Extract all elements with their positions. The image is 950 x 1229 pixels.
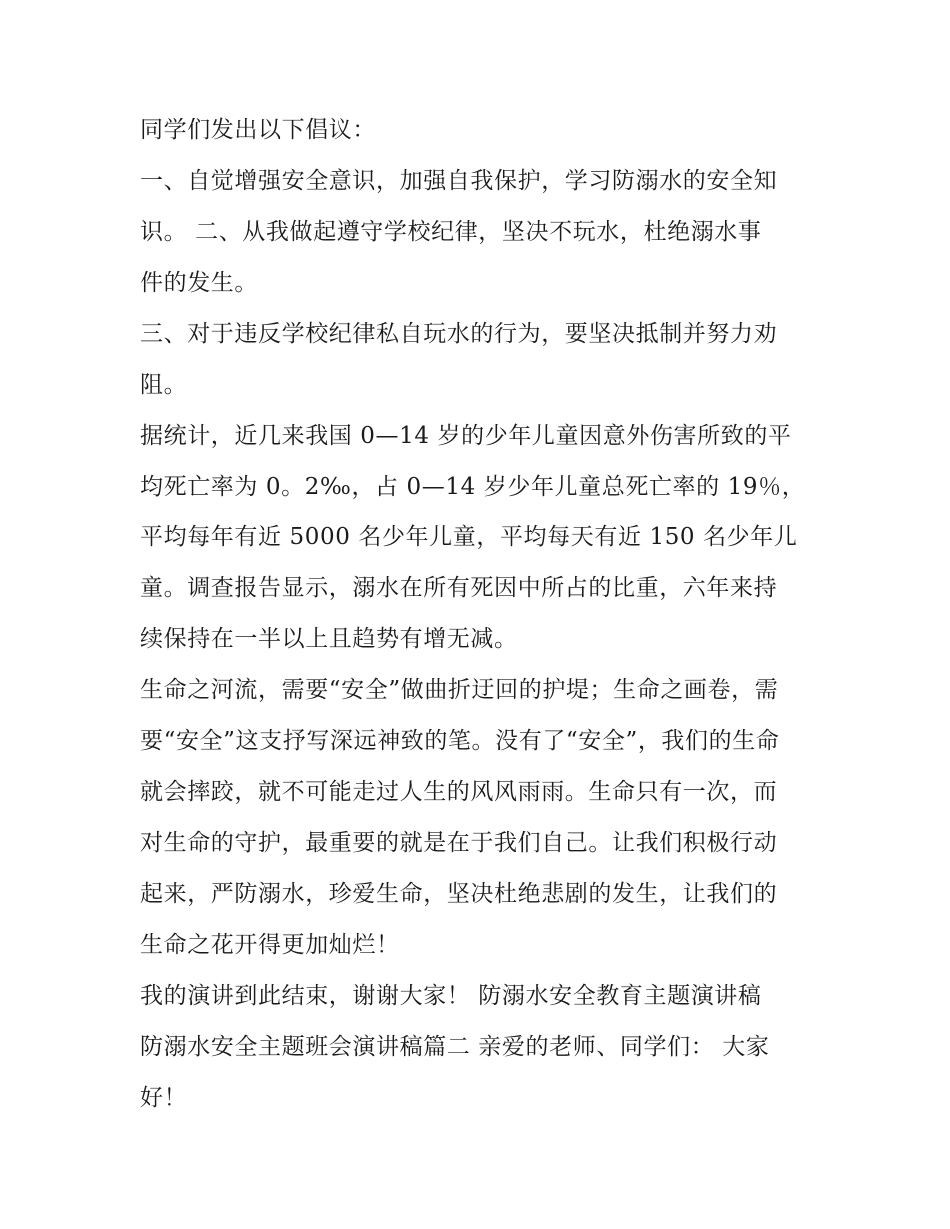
text-line-4: 件的发生。 — [140, 270, 258, 296]
text-line-2: 一、自觉增强安全意识，加强自我保护，学习防溺水的安全知 — [140, 168, 778, 194]
text-line-3: 识。 二、从我做起遵守学校纪律，坚决不玩水，杜绝溺水事 — [140, 219, 762, 245]
text-line-10: 童。调查报告显示，溺水在所有死因中所占的比重，六年来持 — [140, 575, 778, 601]
text-line-20: 好！ — [140, 1085, 188, 1111]
text-line-7: 据统计，近几来我国 0—14 岁的少年儿童因意外伤害所致的平 — [140, 423, 792, 449]
text-line-1: 同学们发出以下倡议： — [140, 117, 376, 143]
text-line-15: 对生命的守护，最重要的就是在于我们自己。让我们积极行动 — [140, 830, 778, 856]
text-line-19: 防溺水安全主题班会演讲稿篇二 亲爱的老师、同学们： 大家 — [140, 1034, 770, 1060]
text-line-17: 生命之花开得更加灿烂！ — [140, 932, 400, 958]
text-line-18: 我的演讲到此结束，谢谢大家！ 防溺水安全教育主题演讲稿 — [140, 983, 762, 1009]
text-line-14: 就会摔跤，就不可能走过人生的风风雨雨。生命只有一次，而 — [140, 779, 778, 805]
text-line-9: 平均每年有近 5000 名少年儿童，平均每天有近 150 名少年儿 — [140, 524, 798, 550]
text-line-6: 阻。 — [140, 372, 188, 398]
text-line-13: 要“安全”这支抒写深远神致的笔。没有了“安全”，我们的生命 — [140, 728, 780, 754]
text-line-5: 三、对于违反学校纪律私自玩水的行为，要坚决抵制并努力劝 — [140, 321, 778, 347]
text-line-8: 均死亡率为 0。2‰，占 0—14 岁少年儿童总死亡率的 19％， — [140, 474, 806, 500]
text-line-12: 生命之河流，需要“安全”做曲折迂回的护堤；生命之画卷，需 — [140, 677, 779, 703]
text-line-11: 续保持在一半以上且趋势有增无减。 — [140, 626, 518, 652]
text-line-16: 起来，严防溺水，珍爱生命，坚决杜绝悲剧的发生，让我们的 — [140, 881, 778, 907]
